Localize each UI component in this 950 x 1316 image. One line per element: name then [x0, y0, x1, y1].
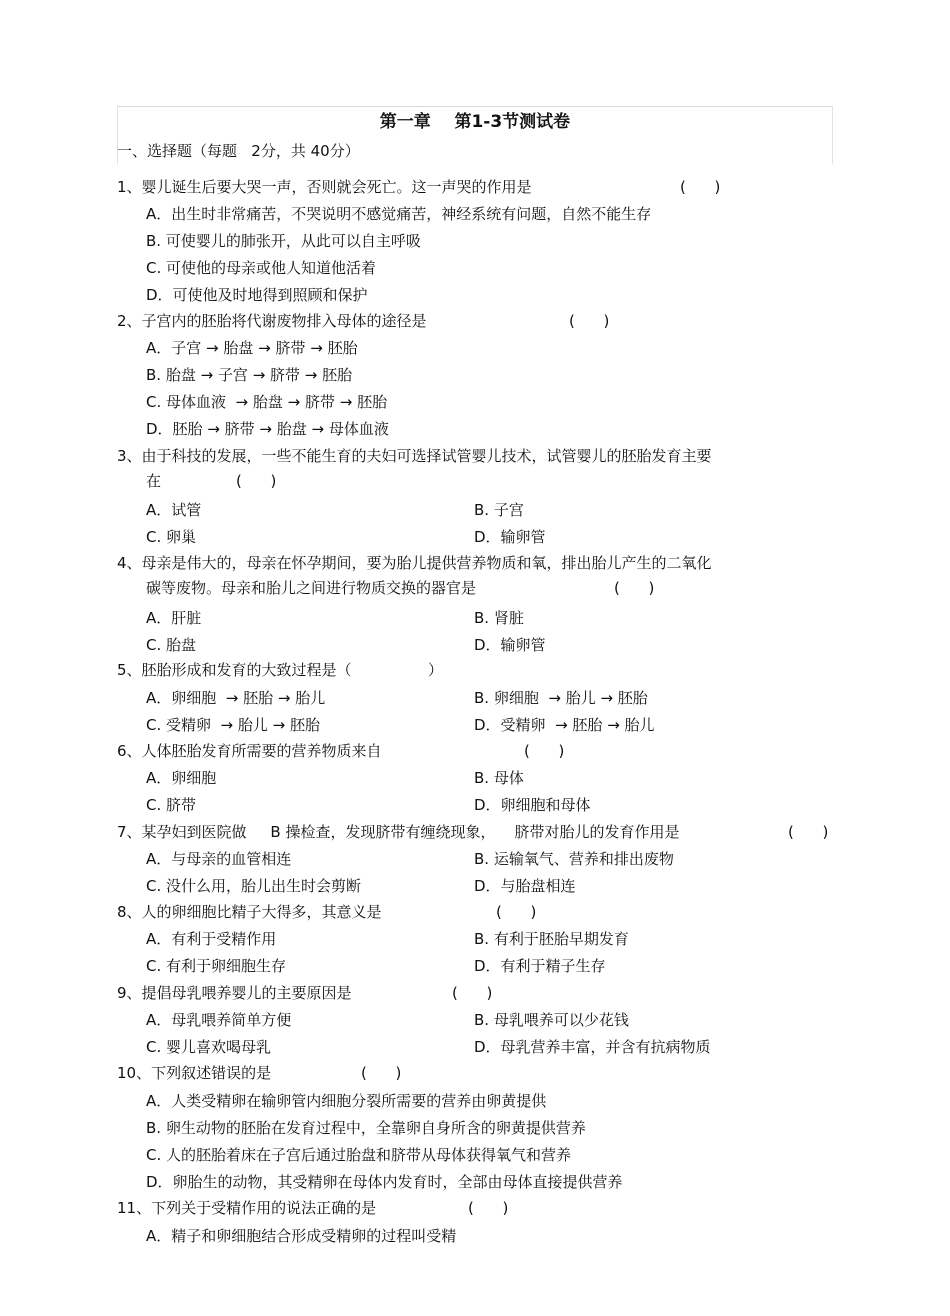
option-2-b: B. 胎盘 → 子宫 → 脐带 → 胚胎 — [146, 366, 353, 384]
option-6-c: C. 脐带 — [146, 796, 197, 814]
option-9-c: C. 婴儿喜欢喝母乳 — [146, 1038, 272, 1056]
option-4-b: B. 肾脏 — [474, 609, 524, 627]
question-stem-6: 6、人体胚胎发育所需要的营养物质来自 — [117, 742, 382, 760]
question-stem-7: 7、某孕妇到医院做 B 操检查，发现脐带有缠绕现象， 脐带对胎儿的发育作用是 — [117, 823, 680, 841]
option-8-d: D．有利于精子生存 — [474, 957, 606, 975]
answer-blank-11: ( ) — [468, 1199, 509, 1217]
question-stem-8: 8、人的卵细胞比精子大得多，其意义是 — [117, 903, 382, 921]
answer-blank-3: ( ) — [236, 472, 277, 490]
question-stem-11: 11、下列关于受精作用的说法正确的是 — [117, 1199, 377, 1217]
answer-blank-7: ( ) — [788, 823, 829, 841]
option-7-d: D．与胎盘相连 — [474, 877, 576, 895]
option-8-a: A．有利于受精作用 — [146, 930, 277, 948]
question-stem-1: 1、婴儿诞生后要大哭一声，否则就会死亡。这一声哭的作用是 — [117, 178, 532, 196]
option-6-b: B. 母体 — [474, 769, 524, 787]
question-stem-10: 10、下列叙述错误的是 — [117, 1064, 272, 1082]
option-3-c: C. 卵巢 — [146, 528, 197, 546]
question-stem-4-cont: 碳等废物。母亲和胎儿之间进行物质交换的器官是 — [146, 579, 477, 597]
option-8-b: B. 有利于胚胎早期发育 — [474, 930, 629, 948]
page-title: 第一章 第1-3节测试卷 — [379, 112, 571, 132]
option-3-d: D．输卵管 — [474, 528, 546, 546]
question-stem-5: 5、胚胎形成和发育的大致过程是（ — [117, 661, 352, 679]
question-stem-9: 9、提倡母乳喂养婴儿的主要原因是 — [117, 984, 352, 1002]
option-4-a: A．肝脏 — [146, 609, 202, 627]
option-5-d: D．受精卵 → 胚胎 → 胎儿 — [474, 716, 655, 734]
answer-blank-5: ） — [428, 661, 444, 679]
option-5-c: C. 受精卵 → 胎儿 → 胚胎 — [146, 716, 320, 734]
option-5-b: B. 卵细胞 → 胎儿 → 胚胎 — [474, 689, 648, 707]
option-7-a: A．与母亲的血管相连 — [146, 850, 292, 868]
option-10-c: C. 人的胚胎着床在子宫后通过胎盘和脐带从母体获得氧气和营养 — [146, 1146, 572, 1164]
option-10-b: B. 卵生动物的胚胎在发育过程中，全靠卵自身所含的卵黄提供营养 — [146, 1119, 586, 1137]
option-4-c: C. 胎盘 — [146, 636, 197, 654]
question-stem-2: 2、子宫内的胚胎将代谢废物排入母体的途径是 — [117, 312, 427, 330]
section-heading: 一、选择题（每题 2分，共 40分） — [117, 142, 360, 160]
option-5-a: A．卵细胞 → 胚胎 → 胎儿 — [146, 689, 326, 707]
option-10-d: D．卵胎生的动物，其受精卵在母体内发育时，全部由母体直接提供营养 — [146, 1173, 623, 1191]
answer-blank-9: ( ) — [452, 984, 493, 1002]
option-3-b: B. 子宫 — [474, 501, 524, 519]
option-1-d: D．可使他及时地得到照顾和保护 — [146, 286, 368, 304]
option-8-c: C. 有利于卵细胞生存 — [146, 957, 287, 975]
option-1-b: B. 可使婴儿的肺张开，从此可以自主呼吸 — [146, 232, 421, 250]
answer-blank-1: ( ) — [680, 178, 721, 196]
answer-blank-10: ( ) — [361, 1064, 402, 1082]
question-stem-4: 4、母亲是伟大的，母亲在怀孕期间，要为胎儿提供营养物质和氧，排出胎儿产生的二氧化 — [117, 554, 712, 572]
option-7-c: C. 没什么用，胎儿出生时会剪断 — [146, 877, 362, 895]
option-1-c: C. 可使他的母亲或他人知道他活着 — [146, 259, 377, 277]
option-2-a: A．子宫 → 胎盘 → 脐带 → 胚胎 — [146, 339, 358, 357]
option-6-a: A．卵细胞 — [146, 769, 217, 787]
answer-blank-8: ( ) — [496, 903, 537, 921]
option-7-b: B. 运输氧气、营养和排出废物 — [474, 850, 674, 868]
answer-blank-6: ( ) — [524, 742, 565, 760]
option-11-a: A．精子和卵细胞结合形成受精卵的过程叫受精 — [146, 1227, 457, 1245]
option-6-d: D．卵细胞和母体 — [474, 796, 591, 814]
option-9-b: B. 母乳喂养可以少花钱 — [474, 1011, 629, 1029]
option-10-a: A．人类受精卵在输卵管内细胞分裂所需要的营养由卵黄提供 — [146, 1092, 547, 1110]
answer-blank-4: ( ) — [614, 579, 655, 597]
answer-blank-2: ( ) — [569, 312, 610, 330]
option-9-d: D．母乳营养丰富，并含有抗病物质 — [474, 1038, 711, 1056]
option-9-a: A．母乳喂养简单方便 — [146, 1011, 292, 1029]
option-3-a: A．试管 — [146, 501, 202, 519]
question-stem-3-cont: 在 — [146, 472, 162, 490]
option-2-d: D．胚胎 → 脐带 → 胎盘 → 母体血液 — [146, 420, 389, 438]
question-stem-3: 3、由于科技的发展，一些不能生育的夫妇可选择试管婴儿技术，试管婴儿的胚胎发育主要 — [117, 447, 712, 465]
option-2-c: C. 母体血液 → 胎盘 → 脐带 → 胚胎 — [146, 393, 388, 411]
option-1-a: A．出生时非常痛苦，不哭说明不感觉痛苦，神经系统有问题，自然不能生存 — [146, 205, 652, 223]
option-4-d: D．输卵管 — [474, 636, 546, 654]
